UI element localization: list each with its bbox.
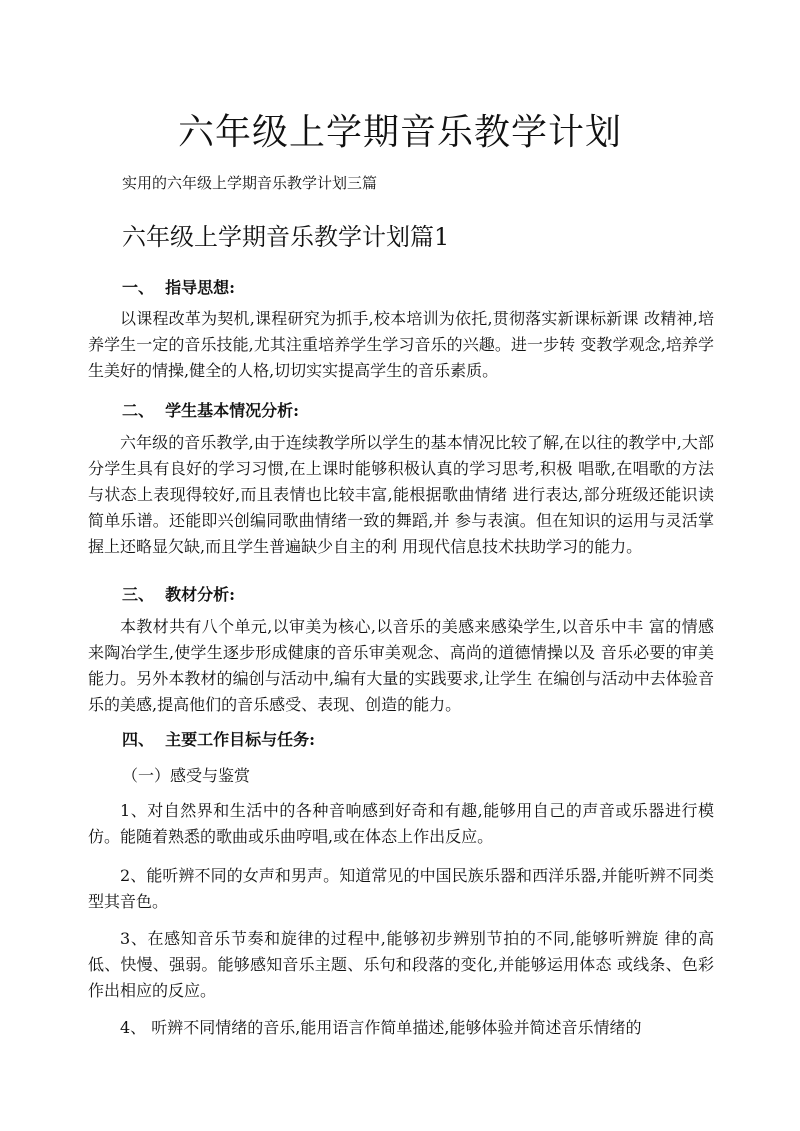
paragraph-textbook-analysis: 本教材共有八个单元,以审美为核心,以音乐的美感来感染学生,以音乐中丰 富的情感来陶冶学生,使学生逐步形成健康的音乐审美观念、高尚的道德情操以及 音乐必要的审美能力。另外本教材的编创与活动中,编有大量的实践要求,让学生 在编创与活动中去体验音乐的美感,提高他们的音乐感受、表现、创造的能力。 — [88, 617, 714, 714]
list-item: 4、 听辨不同情绪的音乐,能用语言作简单描述,能够体验并简述音乐情绪的 — [120, 1018, 642, 1037]
list-item: 2、能听辨不同的女声和男声。知道常见的中国民族乐器和西洋乐器,并能听辨不同类型其音色。 — [88, 866, 714, 911]
paragraph-student-analysis: 六年级的音乐教学,由于连续教学所以学生的基本情况比较了解,在以往的教学中,大部分学生具有良好的学习习惯,在上课时能够积极认真的学习思考,积极 唱歌,在唱歌的方法与状态上表现得较好,而且表情也比较丰富,能根据歌曲情绪 进行表达,部分班级还能识读简单乐谱。还能即兴创编同歌曲情绪一致的舞蹈,并 参与表演。但在知识的运用与灵活掌握上还略显欠缺,而且学生普遍缺少自主的利 用现代信息技术扶助学习的能力。 — [88, 433, 714, 556]
list-item: 1、对自然界和生活中的各种音响感到好奇和有趣,能够用自己的声音或乐器进行模仿。能随着熟悉的歌曲或乐曲哼唱,或在体态上作出反应。 — [88, 801, 714, 846]
heading-textbook-analysis: 三、 教材分析: — [122, 585, 236, 604]
heading-student-analysis: 二、 学生基本情况分析: — [122, 401, 300, 420]
list-item: 3、在感知音乐节奏和旋律的过程中,能够初步辨别节拍的不同,能够听辨旋 律的高低、快慢、强弱。能够感知音乐主题、乐句和段落的变化,并能够运用体态 或线条、色彩作出相应的反应。 — [88, 929, 714, 1000]
document-subtitle: 实用的六年级上学期音乐教学计划三篇 — [122, 174, 378, 192]
heading-guiding-thought: 一、 指导思想: — [122, 278, 236, 297]
heading-goals-tasks: 四、 主要工作目标与任务: — [122, 730, 316, 749]
section-title: 六年级上学期音乐教学计划篇1 — [122, 223, 450, 251]
paragraph-guiding-thought: 以课程改革为契机,课程研究为抓手,校本培训为依托,贯彻落实新课标新课 改精神,培养学生一定的音乐技能,尤其注重培养学生学习音乐的兴趣。进一步转 变教学观念,培养学生美好的情操,健全的人格,切切实实提高学生的音乐素质。 — [88, 309, 714, 380]
sub-heading-appreciation: （一）感受与鉴赏 — [122, 766, 251, 785]
document-title: 六年级上学期音乐教学计划 — [177, 112, 622, 153]
